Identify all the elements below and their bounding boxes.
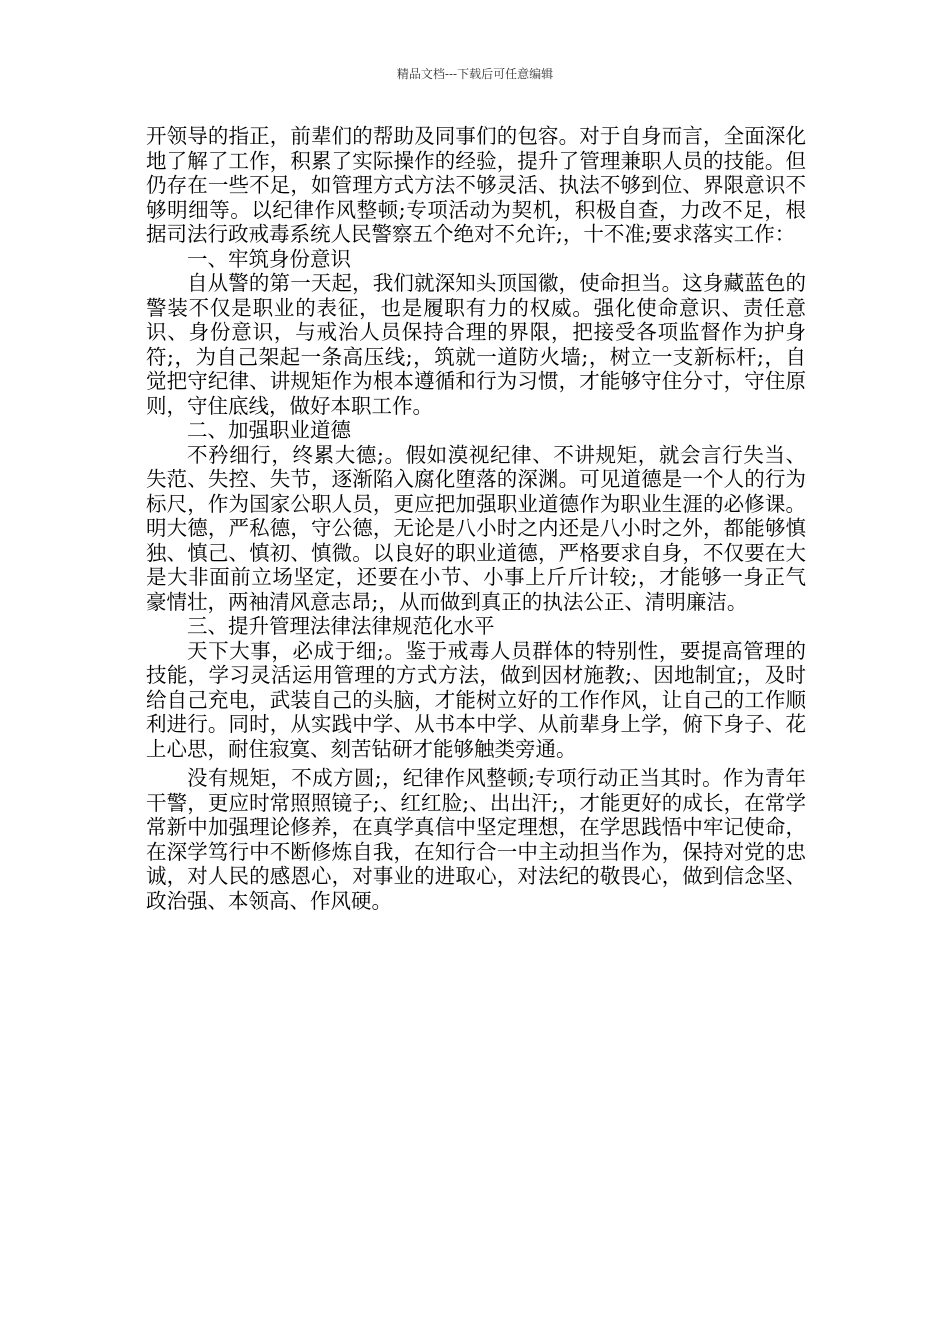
body-paragraph: 没有规矩，不成方圆;，纪律作风整顿;专项行动正当其时。作为青年干警，更应时常照照镜子;、红红脸;、出出汗;，才能更好的成长，在常学常新中加强理论修养，在真学真信中坚定理想，在学思践悟中牢记使命，在深学笃行中不断修炼自我，在知行合一中主动担当作为，保持对党的忠诚，对人民的感恩心，对事业的进取心，对法纪的敬畏心，做到信念坚、政治强、本领高、作风硬。: [146, 766, 806, 913]
body-paragraph: 天下大事，必成于细;。鉴于戒毒人员群体的特别性，要提高管理的技能，学习灵活运用管理的方式方法，做到因材施教;、因地制宜;，及时给自己充电，武装自己的头脑，才能树立好的工作作风，让自己的工作顺利进行。同时，从实践中学、从书本中学、从前辈身上学，俯下身子、花上心思，耐住寂寞、刻苦钻研才能够触类旁通。: [146, 638, 806, 761]
section-heading: 一、牢筑身份意识: [187, 246, 351, 271]
page-header: 精品文档---下载后可任意编辑: [396, 67, 554, 81]
document-body: [146, 124, 806, 913]
body-paragraph: 自从警的第一天起，我们就深知头顶国徽，使命担当。这身藏蓝色的警装不仅是职业的表征，也是履职有力的权威。强化使命意识、责任意识、身份意识，与戒治人员保持合理的界限，把接受各项监督作为护身符;，为自己架起一条高压线;，筑就一道防火墙;，树立一支新标杆;，自觉把守纪律、讲规矩作为根本遵循和行为习惯，才能够守住分寸，守住原则，守住底线，做好本职工作。: [146, 271, 806, 418]
section-heading: 三、提升管理法律法律规范化水平: [187, 614, 495, 638]
body-paragraph: 不矜细行，终累大德;。假如漠视纪律、不讲规矩，就会言行失当、失范、失控、失节，逐渐陷入腐化堕落的深渊。可见道德是一个人的行为标尺，作为国家公职人员，更应把加强职业道德作为职业生涯的必修课。明大德，严私德，守公德，无论是八小时之内还是八小时之外，都能够慎独、慎己、慎初、慎微。以良好的职业道德，严格要求自身，不仅要在大是大非面前立场坚定，还要在小节、小事上斤斤计较;，才能够一身正气豪情壮，两袖清风意志昂;，从而做到真正的执法公正、清明廉洁。: [146, 442, 806, 614]
body-paragraph: 开领导的指正，前辈们的帮助及同事们的包容。对于自身而言，全面深化地了解了工作，积累了实际操作的经验，提升了管理兼职人员的技能。但仍存在一些不足，如管理方式方法不够灵活、执法不够到位、界限意识不够明细等。以纪律作风整顿;专项活动为契机，积极自查，力改不足，根据司法行政戒毒系统人民警察五个绝对不允许;，十不准;要求落实工作：: [146, 124, 806, 246]
section-heading: 二、加强职业道德: [187, 418, 351, 442]
